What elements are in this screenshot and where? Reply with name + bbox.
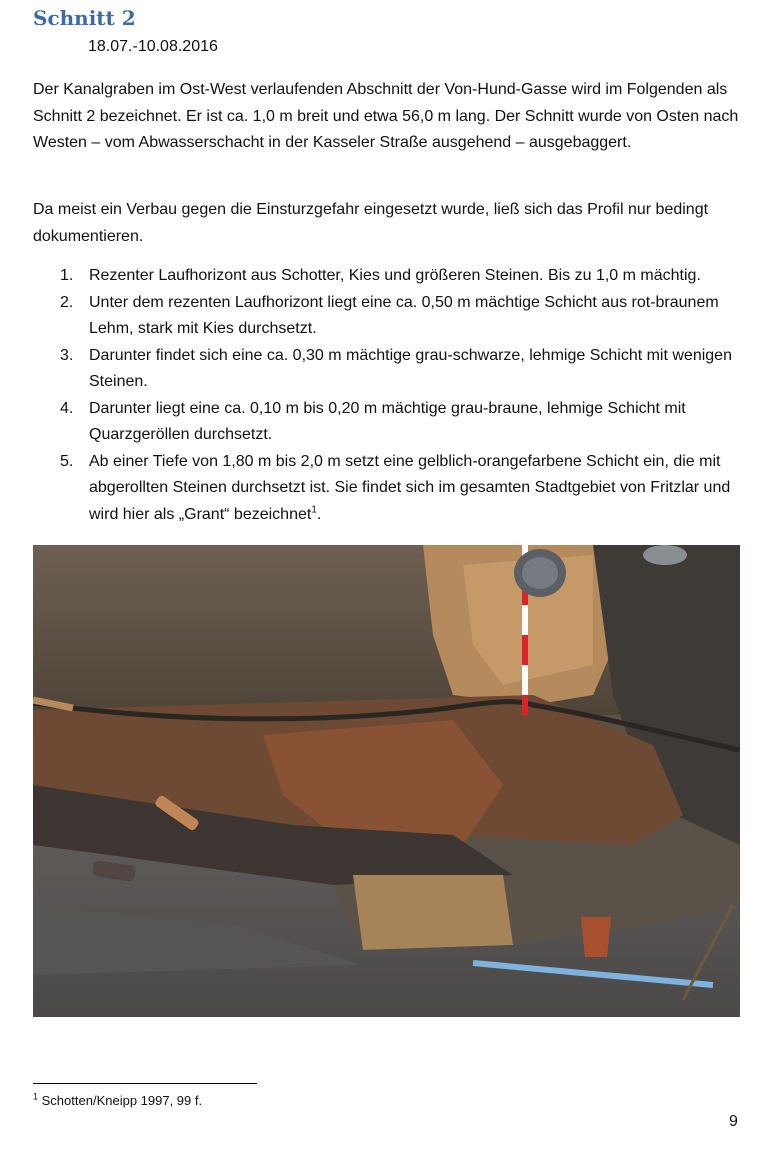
date-range: 18.07.-10.08.2016	[88, 38, 218, 55]
layer-item	[33, 290, 745, 343]
layer-text: Darunter liegt eine ca. 0,10 m bis 0,20 m mächtige grau-braune, lehmige Schicht mit Quarzgeröllen durchsetzt.	[89, 399, 686, 443]
footnote-reference[interactable]: 1	[311, 504, 317, 516]
page-number: 9	[729, 1113, 738, 1130]
footnote	[33, 1093, 202, 1108]
layer-number: 1.	[60, 267, 74, 284]
footnote-divider	[33, 1083, 257, 1084]
layer-text: Darunter findet sich eine ca. 0,30 m mächtige grau-schwarze, lehmige Schicht mit wenigen Steinen.	[89, 346, 732, 390]
layer-item	[33, 263, 745, 290]
layer-text: Rezenter Laufhorizont aus Schotter, Kies und größeren Steinen. Bis zu 1,0 m mächtig.	[89, 267, 701, 284]
layer-number: 4.	[60, 399, 74, 417]
layer-text-end: .	[316, 505, 322, 523]
layer-list	[33, 263, 745, 528]
layer-number: 5.	[60, 452, 74, 470]
documentation-paragraph: Da meist ein Verbau gegen die Einsturzgefahr eingesetzt wurde, ließ sich das Profil nur bedingt dokumentieren.	[33, 201, 709, 245]
layer-number: 3.	[60, 346, 74, 364]
intro-paragraph: Der Kanalgraben im Ost-West verlaufenden Abschnitt der Von-Hund-Gasse wird im Folgenden als Schnitt 2 bezeichnet. Er ist ca. 1,0 m breit und etwa 56,0 m lang. Der Schnitt wurde von Osten nach Westen – vom Abwasserschacht in der Kasseler Straße ausgehend – ausgebaggert.	[33, 81, 739, 151]
layer-item	[33, 396, 745, 449]
layer-item	[33, 449, 745, 529]
layer-text: Unter dem rezenten Laufhorizont liegt eine ca. 0,50 m mächtige Schicht aus rot-braunem Lehm, stark mit Kies durchsetzt.	[89, 293, 719, 337]
footnote-marker: 1	[33, 1091, 39, 1102]
footnote-text: Schotten/Kneipp 1997, 99 f.	[41, 1093, 203, 1108]
layer-text: Ab einer Tiefe von 1,80 m bis 2,0 m setzt eine gelblich-orangefarbene Schicht ein, die mit abgerollten Steinen durchsetzt ist. Sie findet sich im gesamten Stadtgebiet von Fritzlar und wird hier als „Grant“ bezeichnet	[89, 452, 731, 523]
excavation-trench-photo	[33, 545, 740, 1017]
layer-item	[33, 343, 745, 396]
layer-number: 2.	[60, 293, 74, 311]
section-heading: Schnitt 2	[33, 6, 136, 30]
